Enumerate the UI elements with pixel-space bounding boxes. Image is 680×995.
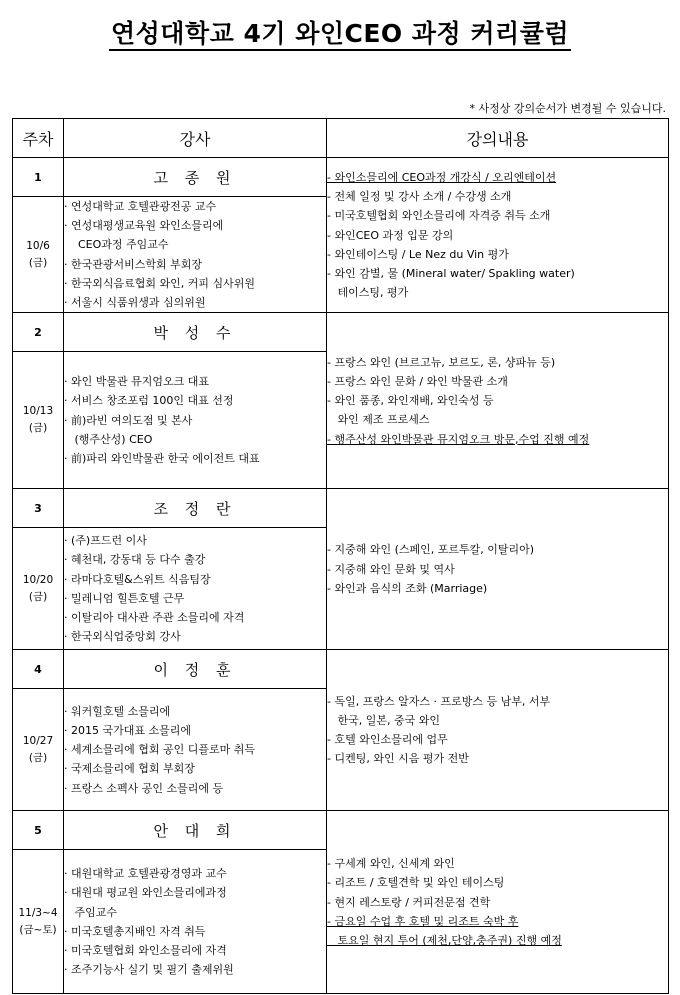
week-number: 2: [13, 313, 64, 352]
lecturer-credentials: [64, 689, 327, 811]
lecturer-credentials: [64, 528, 327, 650]
day-text: (금): [28, 751, 48, 764]
lecturer-credentials: [64, 850, 327, 994]
lecture-item: - 지중해 와인 (스페인, 포르투칼, 이탈리아): [327, 543, 535, 557]
lecturer-name: 박 성 수: [64, 313, 327, 352]
day-text: (금~토): [19, 923, 57, 936]
date-text: 10/20: [22, 573, 54, 586]
credential-item: · (주)프드런 이사: [64, 534, 147, 548]
credential-item: · 이탈리아 대사관 주관 소믈리에 자격: [64, 610, 245, 624]
lecture-date: [13, 197, 64, 313]
schedule-change-notice: * 사정상 강의순서가 변경될 수 있습니다.: [469, 102, 666, 115]
lecturer-name: 조 정 란: [64, 489, 327, 528]
credential-item: · 대원대 평교원 와인소믈리에과정: [64, 886, 227, 900]
week-row: [13, 811, 669, 850]
credential-item: 주임교수: [64, 905, 117, 919]
week-number: 1: [13, 158, 64, 197]
lecture-item: - 와인소믈리에 CEO과정 개강식 / 오리엔테이션: [327, 170, 557, 184]
lecture-item: - 와인 감별, 물 (Mineral water/ Spakling water): [327, 266, 575, 280]
date-text: 10/13: [22, 405, 54, 418]
credential-item: CEO과정 주임교수: [64, 238, 169, 252]
lecturer-credentials: [64, 352, 327, 489]
day-text: (금): [28, 422, 48, 435]
credential-item: · 한국관광서비스학회 부회장: [64, 257, 203, 271]
page-title: [0, 14, 680, 50]
lecture-item: - 리조트 / 호텔견학 및 와인 테이스팅: [327, 876, 505, 890]
lecture-item: 테이스팅, 평가: [327, 286, 409, 300]
lecture-item: - 구세계 와인, 신세계 와인: [327, 857, 455, 871]
credential-item: · 혜천대, 강동대 등 다수 출강: [64, 553, 206, 567]
curriculum-table: [12, 118, 669, 994]
credential-item: · 조주기능사 실기 및 필기 출제위원: [64, 963, 234, 977]
credential-item: · 세계소믈리에 협회 공인 디플로마 취득: [64, 743, 255, 757]
week-row: [13, 313, 669, 352]
lecture-content: [327, 489, 669, 650]
page-title-text: 연성대학교 4기 와인CEO 과정 커리큘럼: [109, 19, 571, 51]
lecture-item: 한국, 일본, 중국 와인: [327, 714, 440, 728]
lecture-date: [13, 352, 64, 489]
lecture-item: - 와인 품종, 와인재배, 와인숙성 등: [327, 394, 494, 408]
lecturer-name: 이 정 훈: [64, 650, 327, 689]
credential-item: · 한국외식음료협회 와인, 커피 심사위원: [64, 276, 255, 290]
credential-item: · 워커힐호텔 소믈리에: [64, 704, 171, 718]
day-text: (금): [28, 256, 48, 269]
lecture-item: - 독일, 프랑스 알자스 · 프로방스 등 남부, 서부: [327, 694, 551, 708]
credential-item: · 서울시 식품위생과 심의위원: [64, 296, 206, 310]
week-number: 3: [13, 489, 64, 528]
credential-item: · 미국호텔총지배인 자격 취득: [64, 924, 206, 938]
lecture-item: - 프랑스 와인 (브르고뉴, 보르도, 론, 샹파뉴 등): [327, 355, 556, 369]
credential-item: · 前)파리 와인박물관 한국 에이전트 대표: [64, 452, 260, 466]
credential-item: (행주산성) CEO: [64, 432, 153, 446]
lecture-item: - 와인CEO 과정 입문 강의: [327, 228, 454, 242]
lecturer-name: 안 대 희: [64, 811, 327, 850]
lecturer-name: 고 종 원: [64, 158, 327, 197]
credential-item: · 밀레니엄 힐튼호텔 근무: [64, 591, 185, 605]
week-row: [13, 158, 669, 197]
lecture-item: - 지중해 와인 문화 및 역사: [327, 562, 455, 576]
day-text: (금): [28, 590, 48, 603]
header-lecturer: 강사: [64, 119, 327, 158]
week-row: [13, 650, 669, 689]
lecture-item: - 행주산성 와인박물관 뮤지엄오크 방문,수업 진행 예정: [327, 432, 590, 446]
credential-item: · 와인 박물관 뮤지엄오크 대표: [64, 375, 209, 389]
lecture-date: [13, 850, 64, 994]
credential-item: · 한국외식업중앙회 강사: [64, 630, 181, 644]
week-number: 5: [13, 811, 64, 850]
lecture-item: - 와인테이스팅 / Le Nez du Vin 평가: [327, 247, 509, 261]
credential-item: · 서비스 창조포럼 100인 대표 선정: [64, 394, 234, 408]
date-text: 10/27: [22, 734, 54, 747]
credential-item: · 국제소믈리에 협회 부회장: [64, 762, 195, 776]
week-number: 4: [13, 650, 64, 689]
lecture-content: [327, 811, 669, 994]
lecture-item: 와인 제조 프로세스: [327, 413, 430, 427]
credential-item: · 연성대학교 호텔관광전공 교수: [64, 200, 217, 213]
lecture-item: - 금요일 수업 후 호텔 및 리조트 숙박 후: [327, 914, 519, 928]
lecture-date: [13, 689, 64, 811]
lecture-item: - 현지 레스토랑 / 커피전문점 견학: [327, 895, 491, 909]
credential-item: · 대원대학교 호텔관광경영과 교수: [64, 867, 227, 881]
lecture-item: - 디켄팅, 와인 시음 평가 전반: [327, 752, 469, 766]
credential-item: · 前)라빈 여의도점 및 본사: [64, 413, 193, 427]
table-header-row: [13, 119, 669, 158]
lecture-item: 토요일 현지 투어 (제천,단양,충주권) 진행 예정: [327, 934, 562, 948]
credential-item: · 미국호텔협회 와인소믈리에 자격: [64, 943, 227, 957]
lecture-item: - 미국호텔협회 와인소믈리에 자격증 취득 소개: [327, 209, 551, 223]
header-content: 강의내용: [327, 119, 669, 158]
lecturer-credentials: [64, 197, 327, 313]
lecture-item: - 와인과 음식의 조화 (Marriage): [327, 581, 488, 595]
lecture-item: - 전체 일정 및 강사 소개 / 수강생 소개: [327, 190, 512, 204]
curriculum-body: [13, 158, 669, 994]
date-text: 10/6: [26, 239, 50, 252]
lecture-item: - 호텔 와인소믈리에 업무: [327, 733, 448, 747]
credential-item: · 프랑스 소펙사 공인 소믈리에 등: [64, 781, 224, 795]
date-text: 11/3~4: [18, 906, 58, 919]
week-row: [13, 489, 669, 528]
lecture-content: [327, 650, 669, 811]
credential-item: · 연성대평생교육원 와인소믈리에: [64, 219, 224, 233]
lecture-content: [327, 313, 669, 489]
credential-item: · 라마다호텔&스위트 식음팀장: [64, 572, 211, 586]
lecture-item: - 프랑스 와인 문화 / 와인 박물관 소개: [327, 374, 508, 388]
credential-item: · 2015 국가대표 소믈리에: [64, 723, 191, 737]
lecture-content: [327, 158, 669, 313]
header-week: 주차: [13, 119, 64, 158]
lecture-date: [13, 528, 64, 650]
